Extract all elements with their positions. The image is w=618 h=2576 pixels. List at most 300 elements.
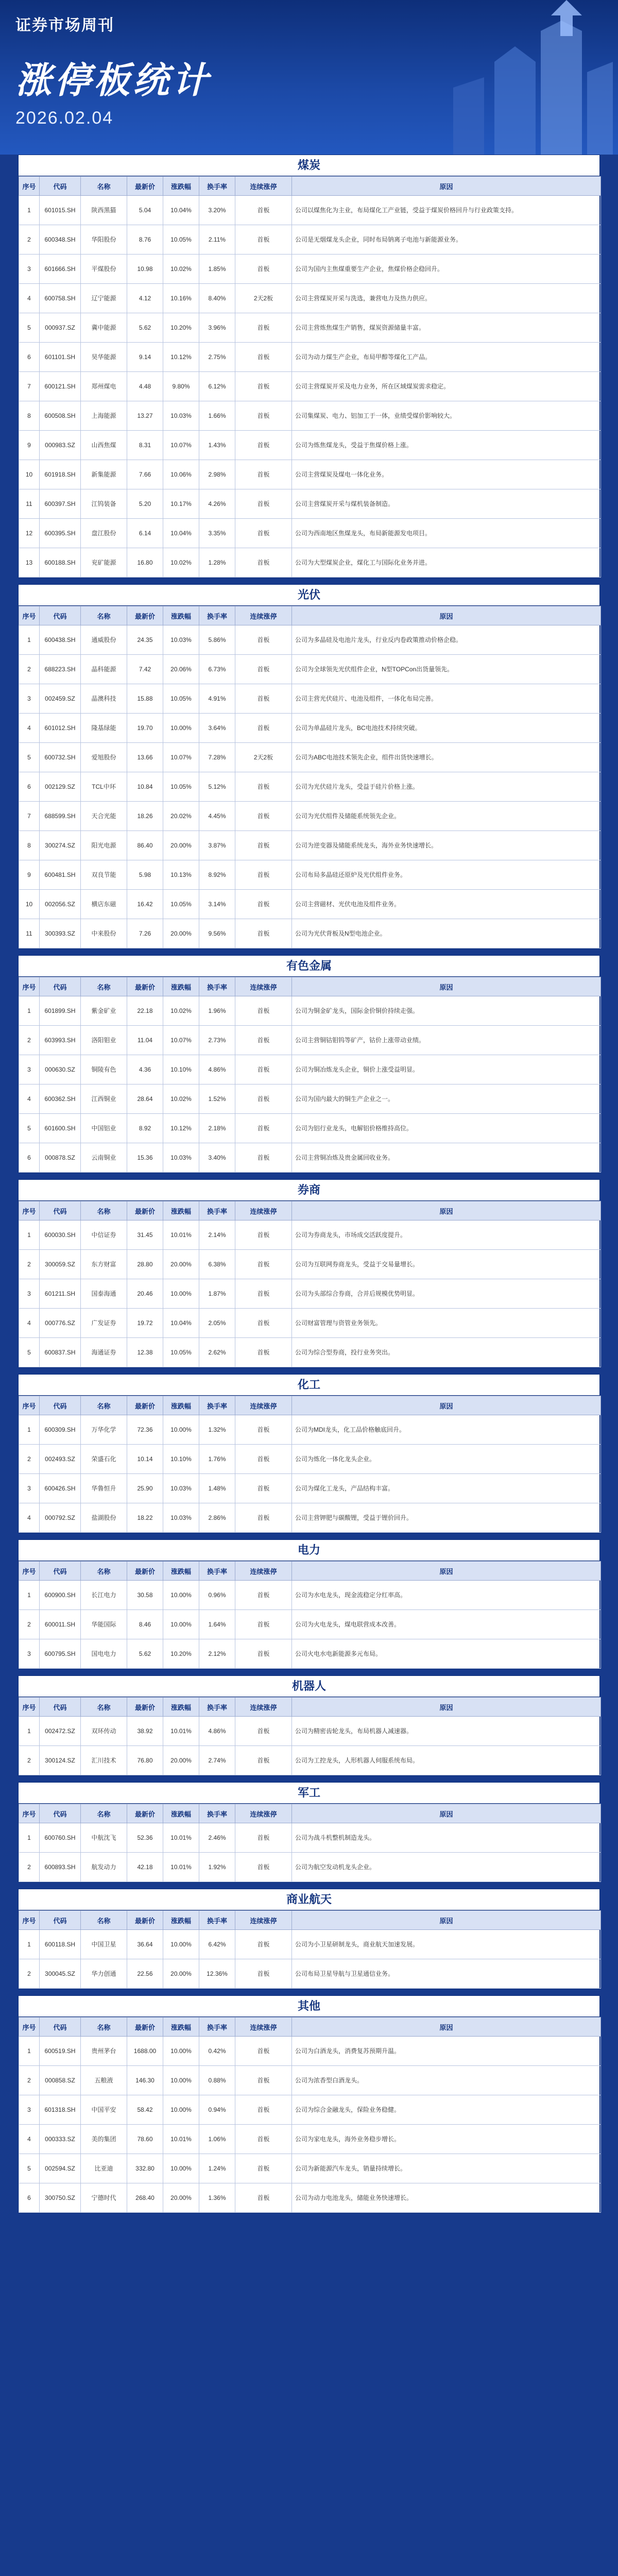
cell-code: 601101.SH <box>40 343 81 372</box>
cell-chg: 9.80% <box>163 372 199 401</box>
cell-streak: 首板 <box>235 890 292 919</box>
column-header: 代码 <box>40 1562 81 1581</box>
cell-name: 美的集团 <box>81 2125 127 2154</box>
table-row <box>19 1746 601 1775</box>
cell-code: 600760.SH <box>40 1823 81 1853</box>
column-header: 代码 <box>40 606 81 625</box>
column-header: 序号 <box>19 606 40 625</box>
cell-turn: 2.73% <box>199 1026 235 1055</box>
column-header: 涨跌幅 <box>163 2018 199 2037</box>
cell-chg: 10.00% <box>163 2154 199 2183</box>
cell-price: 78.60 <box>127 2125 163 2154</box>
cell-reason: 公司为券商龙头，市场成交活跃度提升。 <box>292 1221 601 1250</box>
cell-price: 4.12 <box>127 284 163 313</box>
cell-chg: 10.00% <box>163 2066 199 2095</box>
cell-code: 002056.SZ <box>40 890 81 919</box>
cell-streak: 首板 <box>235 1610 292 1639</box>
table-row <box>19 743 601 772</box>
column-header: 名称 <box>81 1562 127 1581</box>
column-header: 连续涨停 <box>235 1911 292 1930</box>
stock-table <box>19 1697 601 1775</box>
cell-price: 332.80 <box>127 2154 163 2183</box>
cell-streak: 首板 <box>235 1930 292 1959</box>
cell-streak: 首板 <box>235 860 292 890</box>
table-header <box>19 1911 601 1930</box>
cell-reason: 公司为炼焦煤龙头，受益于焦煤价格上涨。 <box>292 431 601 460</box>
cell-turn: 2.18% <box>199 1114 235 1143</box>
cell-chg: 10.07% <box>163 1026 199 1055</box>
cell-chg: 20.00% <box>163 919 199 948</box>
cell-reason: 公司为多晶硅及电池片龙头，行业反内卷政策推动价格企稳。 <box>292 625 601 655</box>
cell-no: 2 <box>19 1026 40 1055</box>
cell-chg: 10.01% <box>163 1221 199 1250</box>
cell-code: 603993.SH <box>40 1026 81 1055</box>
cell-chg: 10.03% <box>163 1143 199 1173</box>
section-title: 军工 <box>19 1783 599 1804</box>
cell-code: 000878.SZ <box>40 1143 81 1173</box>
cell-no: 4 <box>19 284 40 313</box>
cell-code: 002129.SZ <box>40 772 81 802</box>
cell-chg: 10.05% <box>163 684 199 714</box>
cell-chg: 10.02% <box>163 548 199 578</box>
cell-name: 国电电力 <box>81 1639 127 1669</box>
cell-no: 3 <box>19 684 40 714</box>
cell-no: 4 <box>19 1503 40 1533</box>
cell-turn: 6.42% <box>199 1930 235 1959</box>
column-header: 原因 <box>292 606 601 625</box>
table-row <box>19 1639 601 1669</box>
cell-turn: 2.12% <box>199 1639 235 1669</box>
column-header: 序号 <box>19 177 40 196</box>
cell-streak: 首板 <box>235 1084 292 1114</box>
cell-price: 76.80 <box>127 1746 163 1775</box>
cell-reason: 公司为单晶硅片龙头，BC电池技术持续突破。 <box>292 714 601 743</box>
cell-no: 1 <box>19 1823 40 1853</box>
header-banner <box>0 0 618 155</box>
column-header: 最新价 <box>127 1562 163 1581</box>
cell-turn: 6.12% <box>199 372 235 401</box>
cell-no: 8 <box>19 831 40 860</box>
page-title: 涨停板统计 <box>15 60 211 100</box>
cell-name: 爱旭股份 <box>81 743 127 772</box>
cell-name: 江钨装备 <box>81 489 127 519</box>
cell-name: 中来股份 <box>81 919 127 948</box>
cell-streak: 首板 <box>235 1959 292 1989</box>
cell-streak: 首板 <box>235 1474 292 1503</box>
cell-chg: 10.12% <box>163 1114 199 1143</box>
cell-chg: 10.00% <box>163 1581 199 1610</box>
cell-chg: 10.01% <box>163 2125 199 2154</box>
cell-code: 600481.SH <box>40 860 81 890</box>
cell-price: 52.36 <box>127 1823 163 1853</box>
cell-reason: 公司为新能源汽车龙头，销量持续增长。 <box>292 2154 601 2183</box>
cell-chg: 10.17% <box>163 489 199 519</box>
table-header <box>19 2018 601 2037</box>
cell-code: 000983.SZ <box>40 431 81 460</box>
section-title: 商业航天 <box>19 1889 599 1910</box>
cell-streak: 首板 <box>235 919 292 948</box>
cell-no: 3 <box>19 1639 40 1669</box>
cell-price: 10.98 <box>127 255 163 284</box>
cell-reason: 公司为小卫星研制龙头，商业航天加速发展。 <box>292 1930 601 1959</box>
cell-no: 2 <box>19 1250 40 1279</box>
cell-price: 72.36 <box>127 1415 163 1445</box>
table-row <box>19 1084 601 1114</box>
cell-name: 新集能源 <box>81 460 127 489</box>
section-title: 煤炭 <box>19 155 599 176</box>
cell-streak: 首板 <box>235 1639 292 1669</box>
column-header: 代码 <box>40 1804 81 1823</box>
cell-turn: 0.42% <box>199 2037 235 2066</box>
table-row <box>19 2095 601 2125</box>
cell-chg: 20.00% <box>163 2183 199 2213</box>
cell-chg: 10.00% <box>163 1279 199 1309</box>
cell-name: 中信证券 <box>81 1221 127 1250</box>
cell-turn: 1.85% <box>199 255 235 284</box>
cell-streak: 首板 <box>235 1717 292 1746</box>
cell-reason: 公司为西南地区焦煤龙头，布局新能源发电项目。 <box>292 519 601 548</box>
cell-price: 36.64 <box>127 1930 163 1959</box>
column-header: 换手率 <box>199 1804 235 1823</box>
table-header <box>19 1698 601 1717</box>
column-header: 连续涨停 <box>235 1396 292 1415</box>
column-header: 名称 <box>81 977 127 996</box>
cell-turn: 12.36% <box>199 1959 235 1989</box>
cell-streak: 首板 <box>235 1445 292 1474</box>
cell-streak: 首板 <box>235 2066 292 2095</box>
column-header: 换手率 <box>199 1201 235 1221</box>
cell-name: 兖矿能源 <box>81 548 127 578</box>
cell-turn: 4.86% <box>199 1055 235 1084</box>
cell-streak: 2天2板 <box>235 284 292 313</box>
cell-reason: 公司主营光伏硅片、电池及组件，一体化布局完善。 <box>292 684 601 714</box>
cell-name: 国泰海通 <box>81 1279 127 1309</box>
cell-name: 比亚迪 <box>81 2154 127 2183</box>
column-header: 换手率 <box>199 1698 235 1717</box>
section-title: 券商 <box>19 1180 599 1201</box>
cell-chg: 10.13% <box>163 860 199 890</box>
cell-code: 600426.SH <box>40 1474 81 1503</box>
cell-code: 601015.SH <box>40 196 81 225</box>
cell-no: 4 <box>19 2125 40 2154</box>
table-row <box>19 655 601 684</box>
cell-price: 15.36 <box>127 1143 163 1173</box>
cell-no: 3 <box>19 2095 40 2125</box>
table-row <box>19 489 601 519</box>
stock-table <box>19 1396 601 1533</box>
column-header: 原因 <box>292 1911 601 1930</box>
cell-streak: 首板 <box>235 2125 292 2154</box>
cell-streak: 首板 <box>235 1415 292 1445</box>
cell-no: 1 <box>19 1717 40 1746</box>
cell-no: 1 <box>19 1221 40 1250</box>
table-row <box>19 2066 601 2095</box>
column-header: 名称 <box>81 1396 127 1415</box>
column-header: 序号 <box>19 1562 40 1581</box>
cell-reason: 公司为铜金矿龙头，国际金价铜价持续走强。 <box>292 996 601 1026</box>
cell-no: 5 <box>19 743 40 772</box>
cell-streak: 首板 <box>235 225 292 255</box>
table-row <box>19 1474 601 1503</box>
column-header: 序号 <box>19 1201 40 1221</box>
cell-chg: 10.03% <box>163 625 199 655</box>
cell-code: 600362.SH <box>40 1084 81 1114</box>
cell-no: 5 <box>19 1338 40 1367</box>
cell-chg: 10.01% <box>163 1853 199 1882</box>
cell-turn: 1.32% <box>199 1415 235 1445</box>
cell-turn: 2.74% <box>199 1746 235 1775</box>
column-header: 名称 <box>81 2018 127 2037</box>
cell-name: 汇川技术 <box>81 1746 127 1775</box>
column-header: 最新价 <box>127 977 163 996</box>
column-header: 序号 <box>19 977 40 996</box>
cell-streak: 首板 <box>235 655 292 684</box>
cell-price: 18.26 <box>127 802 163 831</box>
cell-reason: 公司布局多晶硅还原炉及光伏组件业务。 <box>292 860 601 890</box>
cell-name: 晶科能源 <box>81 655 127 684</box>
cell-reason: 公司为铜冶炼龙头企业，铜价上涨受益明显。 <box>292 1055 601 1084</box>
cell-streak: 首板 <box>235 802 292 831</box>
section-title: 机器人 <box>19 1676 599 1697</box>
cell-name: 通威股份 <box>81 625 127 655</box>
cell-no: 1 <box>19 1415 40 1445</box>
column-header: 最新价 <box>127 606 163 625</box>
brand-name: 证券市场周刊 <box>15 17 114 34</box>
column-header: 代码 <box>40 1396 81 1415</box>
cell-name: 宁德时代 <box>81 2183 127 2213</box>
cell-turn: 1.96% <box>199 996 235 1026</box>
cell-code: 002459.SZ <box>40 684 81 714</box>
cell-price: 6.14 <box>127 519 163 548</box>
column-header: 连续涨停 <box>235 606 292 625</box>
cell-turn: 8.92% <box>199 860 235 890</box>
table-row <box>19 1415 601 1445</box>
cell-chg: 10.00% <box>163 1610 199 1639</box>
cell-reason: 公司为ABC电池技术领先企业，组件出货快速增长。 <box>292 743 601 772</box>
cell-reason: 公司为动力电池龙头，储能业务快速增长。 <box>292 2183 601 2213</box>
column-header: 涨跌幅 <box>163 1698 199 1717</box>
cell-code: 601918.SH <box>40 460 81 489</box>
cell-no: 9 <box>19 431 40 460</box>
section <box>18 155 600 578</box>
cell-code: 000630.SZ <box>40 1055 81 1084</box>
cell-price: 24.35 <box>127 625 163 655</box>
cell-price: 42.18 <box>127 1853 163 1882</box>
table-row <box>19 196 601 225</box>
cell-reason: 公司主营煤炭开采与洗选，兼营电力及热力供应。 <box>292 284 601 313</box>
column-header: 换手率 <box>199 1396 235 1415</box>
cell-reason: 公司为光伏组件及储能系统领先企业。 <box>292 802 601 831</box>
cell-no: 9 <box>19 860 40 890</box>
cell-chg: 10.10% <box>163 1445 199 1474</box>
section-title: 其他 <box>19 1996 599 2017</box>
cell-chg: 10.02% <box>163 1084 199 1114</box>
cell-price: 31.45 <box>127 1221 163 1250</box>
column-header: 最新价 <box>127 1698 163 1717</box>
content-area <box>18 155 600 2219</box>
column-header: 原因 <box>292 1698 601 1717</box>
cell-price: 22.56 <box>127 1959 163 1989</box>
table-row <box>19 2183 601 2213</box>
cell-turn: 1.87% <box>199 1279 235 1309</box>
cell-chg: 10.00% <box>163 2037 199 2066</box>
table-header <box>19 1562 601 1581</box>
cell-price: 18.22 <box>127 1503 163 1533</box>
cell-code: 300750.SZ <box>40 2183 81 2213</box>
section <box>18 1995 600 2213</box>
column-header: 涨跌幅 <box>163 1201 199 1221</box>
cell-reason: 公司布局卫星导航与卫星通信业务。 <box>292 1959 601 1989</box>
cell-no: 7 <box>19 802 40 831</box>
cell-name: 云南铜业 <box>81 1143 127 1173</box>
cell-streak: 首板 <box>235 401 292 431</box>
cell-no: 5 <box>19 313 40 343</box>
table-row <box>19 460 601 489</box>
column-header: 名称 <box>81 606 127 625</box>
column-header: 涨跌幅 <box>163 1911 199 1930</box>
cell-reason: 公司为国内主焦煤重要生产企业，焦煤价格企稳回升。 <box>292 255 601 284</box>
cell-chg: 10.02% <box>163 996 199 1026</box>
table-row <box>19 919 601 948</box>
cell-turn: 7.28% <box>199 743 235 772</box>
cell-chg: 20.06% <box>163 655 199 684</box>
cell-no: 12 <box>19 519 40 548</box>
cell-streak: 首板 <box>235 831 292 860</box>
cell-streak: 首板 <box>235 255 292 284</box>
column-header: 原因 <box>292 1396 601 1415</box>
cell-no: 2 <box>19 1610 40 1639</box>
cell-no: 10 <box>19 460 40 489</box>
cell-code: 600893.SH <box>40 1853 81 1882</box>
cell-reason: 公司为白酒龙头，消费复苏预期升温。 <box>292 2037 601 2066</box>
table-row <box>19 548 601 578</box>
cell-code: 600519.SH <box>40 2037 81 2066</box>
cell-code: 300059.SZ <box>40 1250 81 1279</box>
cell-no: 4 <box>19 714 40 743</box>
column-header: 连续涨停 <box>235 977 292 996</box>
cell-code: 688223.SH <box>40 655 81 684</box>
table-row <box>19 1445 601 1474</box>
cell-turn: 4.26% <box>199 489 235 519</box>
table-row <box>19 1823 601 1853</box>
stock-table <box>19 176 601 578</box>
cell-chg: 10.20% <box>163 1639 199 1669</box>
cell-price: 5.62 <box>127 1639 163 1669</box>
column-header: 最新价 <box>127 1396 163 1415</box>
cell-price: 28.64 <box>127 1084 163 1114</box>
column-header: 代码 <box>40 1201 81 1221</box>
column-header: 序号 <box>19 1804 40 1823</box>
cell-chg: 10.04% <box>163 196 199 225</box>
cell-reason: 公司财富管理与资管业务领先。 <box>292 1309 601 1338</box>
cell-code: 601012.SH <box>40 714 81 743</box>
section-title: 电力 <box>19 1540 599 1561</box>
cell-price: 8.31 <box>127 431 163 460</box>
cell-chg: 10.20% <box>163 313 199 343</box>
cell-streak: 首板 <box>235 460 292 489</box>
cell-streak: 首板 <box>235 313 292 343</box>
cell-streak: 首板 <box>235 2095 292 2125</box>
column-header: 涨跌幅 <box>163 977 199 996</box>
cell-turn: 3.20% <box>199 196 235 225</box>
cell-reason: 公司主营磁材、光伏电池及组件业务。 <box>292 890 601 919</box>
cell-chg: 10.12% <box>163 343 199 372</box>
cell-price: 12.38 <box>127 1338 163 1367</box>
cell-turn: 2.05% <box>199 1309 235 1338</box>
cell-name: 洛阳钼业 <box>81 1026 127 1055</box>
cell-turn: 6.73% <box>199 655 235 684</box>
column-header: 最新价 <box>127 1911 163 1930</box>
page-date: 2026.02.04 <box>15 108 114 128</box>
cell-code: 000776.SZ <box>40 1309 81 1338</box>
cell-code: 601600.SH <box>40 1114 81 1143</box>
cell-price: 22.18 <box>127 996 163 1026</box>
table-row <box>19 1853 601 1882</box>
table-header <box>19 177 601 196</box>
cell-price: 1688.00 <box>127 2037 163 2066</box>
cell-chg: 10.01% <box>163 1717 199 1746</box>
cell-name: 长江电力 <box>81 1581 127 1610</box>
cell-price: 10.84 <box>127 772 163 802</box>
stock-table <box>19 1910 601 1989</box>
cell-chg: 10.00% <box>163 714 199 743</box>
cell-no: 7 <box>19 372 40 401</box>
cell-name: 盐湖股份 <box>81 1503 127 1533</box>
cell-streak: 首板 <box>235 772 292 802</box>
cell-price: 5.20 <box>127 489 163 519</box>
cell-code: 600397.SH <box>40 489 81 519</box>
cell-streak: 首板 <box>235 548 292 578</box>
cell-price: 16.42 <box>127 890 163 919</box>
cell-streak: 首板 <box>235 489 292 519</box>
cell-reason: 公司为浓香型白酒龙头。 <box>292 2066 601 2095</box>
section <box>18 1782 600 1883</box>
table-header <box>19 606 601 625</box>
cell-streak: 首板 <box>235 625 292 655</box>
cell-name: 陕西黑猫 <box>81 196 127 225</box>
cell-turn: 4.91% <box>199 684 235 714</box>
cell-reason: 公司以煤焦化为主业，布局煤化工产业链，受益于煤炭价格回升与行业政策支持。 <box>292 196 601 225</box>
cell-code: 601211.SH <box>40 1279 81 1309</box>
cell-price: 8.92 <box>127 1114 163 1143</box>
table-row <box>19 1250 601 1279</box>
cell-reason: 公司是无烟煤龙头企业，同时布局钠离子电池与新能源业务。 <box>292 225 601 255</box>
cell-chg: 10.04% <box>163 519 199 548</box>
cell-price: 4.36 <box>127 1055 163 1084</box>
cell-reason: 公司为精密齿轮龙头，布局机器人减速器。 <box>292 1717 601 1746</box>
cell-turn: 0.88% <box>199 2066 235 2095</box>
column-header: 换手率 <box>199 1911 235 1930</box>
cell-chg: 20.02% <box>163 802 199 831</box>
table-row <box>19 1959 601 1989</box>
cell-no: 2 <box>19 2066 40 2095</box>
cell-name: 中国卫星 <box>81 1930 127 1959</box>
column-header: 换手率 <box>199 177 235 196</box>
cell-code: 300274.SZ <box>40 831 81 860</box>
cell-name: 广发证券 <box>81 1309 127 1338</box>
table-row <box>19 519 601 548</box>
cell-code: 000792.SZ <box>40 1503 81 1533</box>
section <box>18 1179 600 1368</box>
cell-name: 辽宁能源 <box>81 284 127 313</box>
column-header: 名称 <box>81 1698 127 1717</box>
table-row <box>19 2037 601 2066</box>
column-header: 涨跌幅 <box>163 1562 199 1581</box>
cell-turn: 3.14% <box>199 890 235 919</box>
cell-code: 600508.SH <box>40 401 81 431</box>
cell-price: 10.14 <box>127 1445 163 1474</box>
table-row <box>19 1309 601 1338</box>
